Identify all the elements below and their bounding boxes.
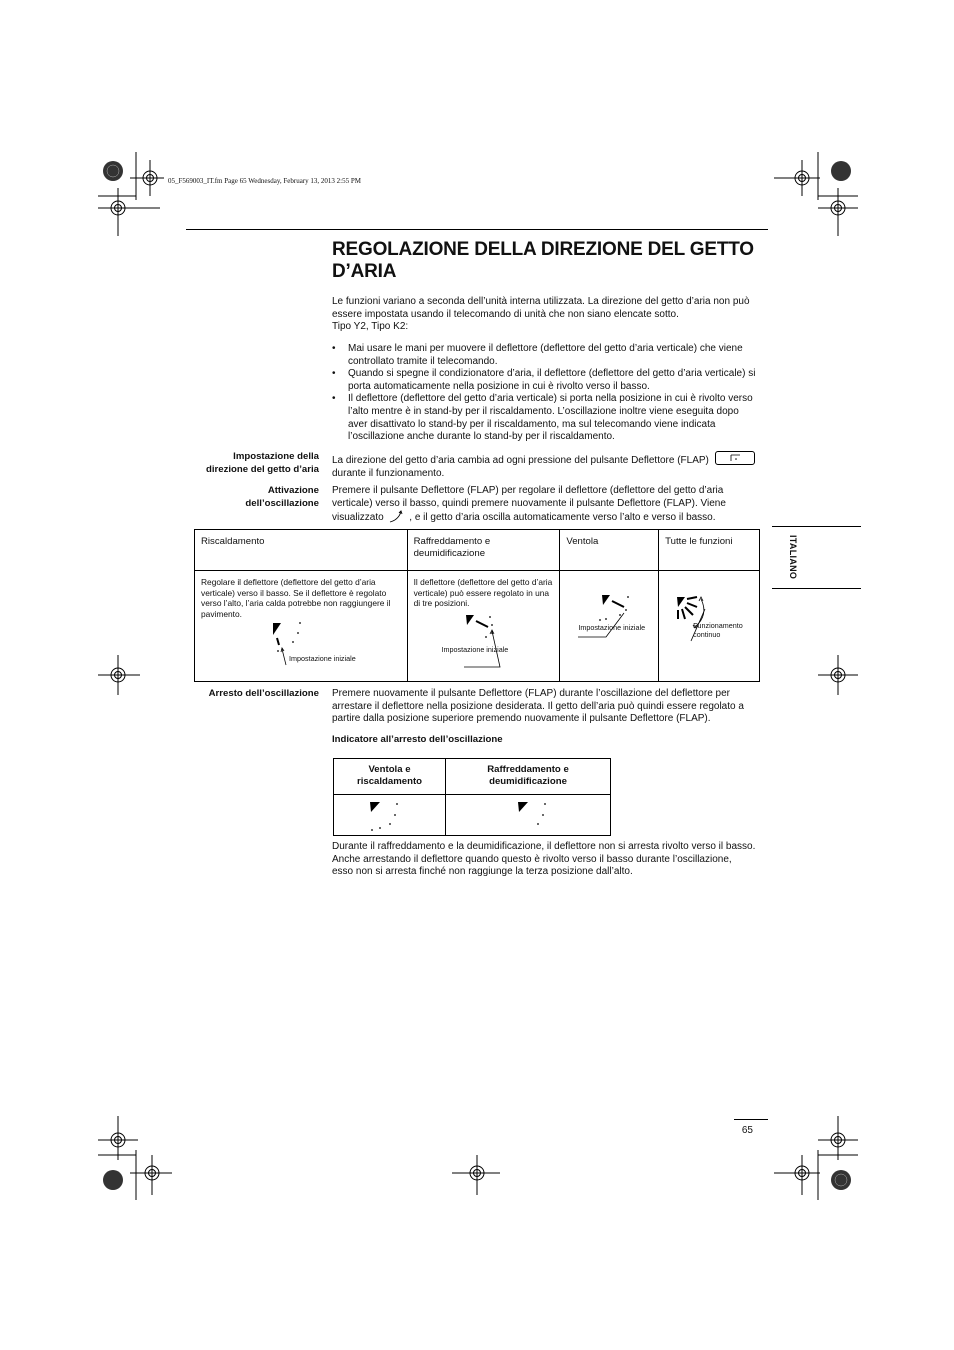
modes-table xyxy=(194,529,760,682)
heating-flap-diagram xyxy=(269,621,329,677)
file-info-header: 05_F569003_IT.fm Page 65 Wednesday, February 13, 2013 2:55 PM xyxy=(168,177,361,185)
cooling-description: Il deflettore (deflettore del getto d’aria verticale) può essere regolato in una di tre posizioni. xyxy=(413,577,553,609)
swing-activation-heading xyxy=(160,485,319,510)
swing-activation-text-line3b: , e il getto d’aria oscilla automaticamente verso l’alto e verso il basso. xyxy=(409,512,716,524)
stop-indicator-table xyxy=(333,758,611,836)
after-indicator-line3: esso non si arresta finché non raggiunge la terza posizione dall’alto. xyxy=(332,866,633,878)
continuous-callout: Funzionamento continuo xyxy=(693,621,743,639)
page-number-rule xyxy=(734,1119,768,1120)
intro-line2: essere impostata usando il telecomando di unità che non siano elencate sotto. xyxy=(332,308,679,320)
swing-activation-heading-line2: dell’oscillazione xyxy=(245,497,319,509)
heating-description: Regolare il deflettore (deflettore del getto d’aria verticale) verso il basso. Se il deflettore è regolato verso l’alto, l’aria calda potrebbe non raggiungere il pavimento. xyxy=(201,577,391,619)
swing-stop-text-line1: Premere nuovamente il pulsante Deflettore (FLAP) durante l’oscillazione del deflettore per xyxy=(332,688,730,699)
heating-initial-callout: Impostazione iniziale xyxy=(289,654,356,663)
modes-header-heating: Riscaldamento xyxy=(201,536,265,547)
indicator-fan-heating-cell xyxy=(334,794,446,835)
fan-flap-diagram xyxy=(576,593,646,643)
intro-line1: Le funzioni variano a seconda dell’unità interna utilizzata. La direzione del getto d’aria non può xyxy=(332,296,750,307)
airflow-setting-heading-line1: Impostazione della xyxy=(233,451,319,462)
indicator-fan-heating-diagram xyxy=(368,800,408,834)
fan-cell xyxy=(560,571,659,682)
indicator-header-cooling: Raffreddamento e deumidificazione xyxy=(446,759,611,795)
modes-header-cell xyxy=(195,530,408,571)
language-side-tab xyxy=(772,526,861,589)
airflow-setting-text-line2: durante il funzionamento. xyxy=(332,467,445,479)
modes-header-cell xyxy=(407,530,560,571)
page-title-line1: REGOLAZIONE DELLA DIREZIONE DEL GETTO xyxy=(332,239,754,260)
fan-initial-callout: Impostazione iniziale xyxy=(578,623,646,632)
swing-stop-text-line3: partire dalla posizione superiore premendo nuovamente il pulsante Deflettore (FLAP). xyxy=(332,713,711,725)
swing-activation-text-line1: Premere il pulsante Deflettore (FLAP) per regolare il deflettore (deflettore del getto d’aria xyxy=(332,485,724,496)
intro-line3: Tipo Y2, Tipo K2: xyxy=(332,321,409,333)
swing-activation-text-line3a: visualizzato xyxy=(332,512,384,524)
airflow-setting-heading xyxy=(160,451,319,476)
cooling-flap-diagram xyxy=(462,611,532,671)
indicator-title: Indicatore all’arresto dell’oscillazione xyxy=(332,734,503,745)
swing-activation-heading-line1: Attivazione xyxy=(267,485,319,496)
modes-header-all: Tutte le funzioni xyxy=(665,536,733,547)
airflow-setting-text-line1: La direzione del getto d’aria cambia ad ogni pressione del pulsante Deflettore (FLAP) xyxy=(332,455,709,466)
heating-cell xyxy=(195,571,408,682)
modes-header-cell xyxy=(560,530,659,571)
note-item: • Mai usare le mani per muovere il deflettore (deflettore del getto d’aria verticale) che viene controllato tramite il telecomando. xyxy=(332,343,760,368)
indicator-cooling-cell xyxy=(446,794,611,835)
note-item: • Il deflettore (deflettore del getto d’aria verticale) si porta nella posizione in cui è rivolto verso l’alto mentre è in stand-by per il riscaldamento. L’oscillazione inoltre viene eseguita dopo aver disattivato lo stand-by per il riscaldamento, ma sul telecomando viene indicata l’oscillazione anche durante lo stand-by per il riscaldamento. xyxy=(332,393,760,443)
swing-stop-text-line2: arrestare il deflettore nella posizione desiderata. Il getto dell’aria può quindi essere regolato a xyxy=(332,700,744,712)
cooling-cell xyxy=(407,571,560,682)
after-indicator-text xyxy=(332,841,772,879)
indicator-cooling-diagram xyxy=(516,800,556,834)
modes-header-cooling: Raffreddamento e deumidificazione xyxy=(413,536,491,560)
all-functions-cell xyxy=(659,571,760,682)
indicator-header-fan-heating: Ventola e riscaldamento xyxy=(334,759,446,795)
page-title-line2: D’ARIA xyxy=(332,261,397,282)
swing-icon xyxy=(386,510,406,522)
flap-button-icon xyxy=(715,451,755,465)
language-label: ITALIANO xyxy=(788,535,798,580)
after-indicator-line1: Durante il raffreddamento e la deumidificazione, il deflettore non si arresta rivolto verso il basso. xyxy=(332,841,756,852)
swing-activation-text xyxy=(332,485,772,525)
swing-activation-text-line2: verticale) verso il basso, quindi premere nuovamente il pulsante Deflettore (FLAP). Viene xyxy=(332,497,726,509)
top-rule xyxy=(186,229,768,230)
swing-stop-text xyxy=(332,688,772,726)
cooling-initial-callout: Impostazione iniziale xyxy=(441,645,509,654)
intro-paragraph xyxy=(332,296,772,334)
all-functions-description xyxy=(659,571,759,577)
page-title xyxy=(332,239,762,283)
modes-header-cell xyxy=(659,530,760,571)
modes-header-fan: Ventola xyxy=(566,536,599,547)
notes-list xyxy=(332,343,760,444)
swing-stop-heading: Arresto dell’oscillazione xyxy=(208,688,319,699)
airflow-setting-text xyxy=(332,451,772,480)
page-number: 65 xyxy=(741,1125,753,1136)
airflow-setting-heading-line2: direzione del getto d’aria xyxy=(205,463,319,475)
after-indicator-line2: Anche arrestando il deflettore quando questo è rivolto verso il basso durante l’oscillazione, xyxy=(332,853,732,865)
fan-description xyxy=(560,571,658,577)
note-item: • Quando si spegne il condizionatore d’aria, il deflettore (deflettore del getto d’aria verticale) si porta automaticamente nella posizione in cui è rivolto verso il basso. xyxy=(332,368,760,393)
